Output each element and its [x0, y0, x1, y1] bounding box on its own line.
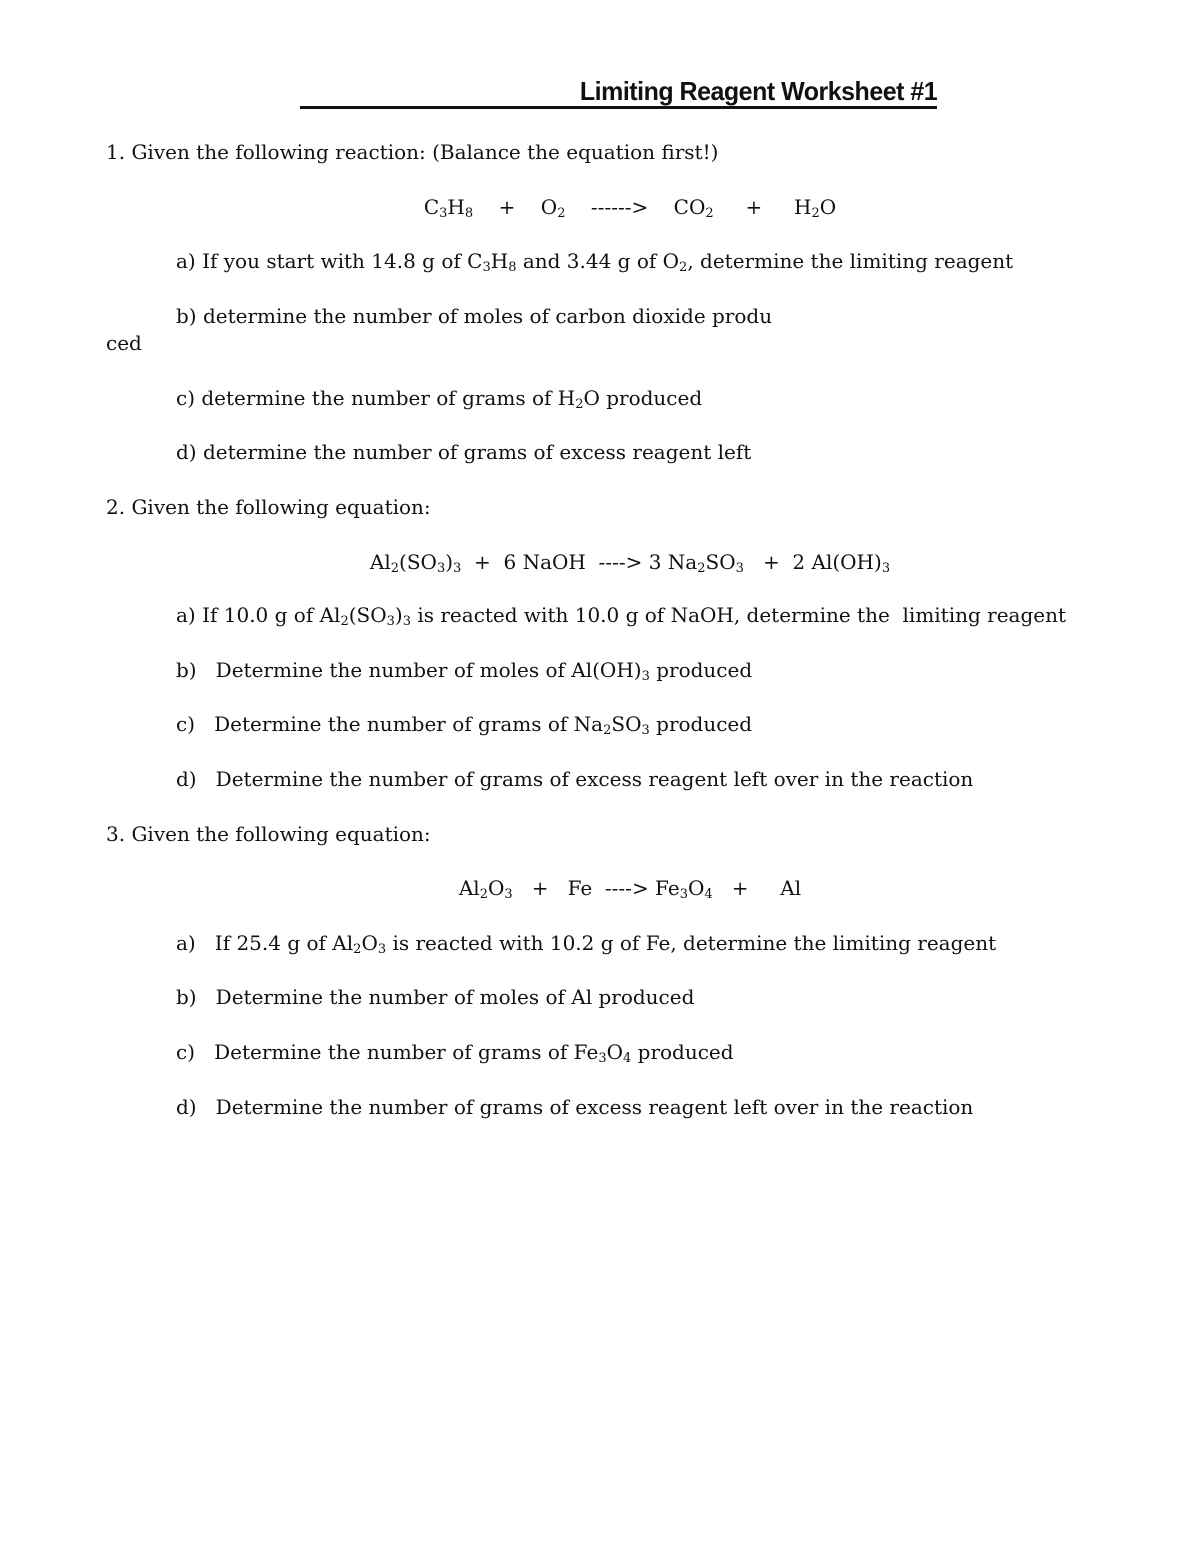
question-1-part-d: d) determine the number of grams of excess reagent left — [176, 440, 752, 464]
question-2-part-b: b) Determine the number of moles of $Al(OH)_3$ produced — [176, 658, 753, 684]
question-3-part-a: a) If 25.4 g of $Al_2O_3$ is reacted with 10.2 g of Fe, determine the limiting reagent — [176, 931, 997, 957]
question-1-part-b: b) determine the number of moles of carbon dioxide produ — [176, 304, 773, 328]
question-2-part-a: a) If 10.0 g of $Al_2(SO_3)_3$ is reacted with 10.0 g of NaOH, determine the limiting reagent — [176, 603, 1067, 629]
question-1-prompt: 1. Given the following reaction: (Balance the equation first!) — [106, 140, 719, 164]
question-3-part-c: c) Determine the number of grams of $Fe_3O_4$ produced — [176, 1040, 734, 1066]
question-2-part-c: c) Determine the number of grams of $Na_2SO_3$ produced — [176, 712, 753, 738]
question-3-part-d: d) Determine the number of grams of excess reagent left over in the reaction — [176, 1095, 974, 1119]
question-3-prompt: 3. Given the following equation: — [106, 822, 431, 846]
question-2-part-d: d) Determine the number of grams of excess reagent left over in the reaction — [176, 767, 974, 791]
question-2-equation: $Al_2(SO_3)_3 + 6$ NaOH ----> 3 $Na_2SO_3 + 2$ $Al(OH)_3$ — [369, 550, 891, 576]
question-1-part-c: c) determine the number of grams of $H_2O$ produced — [176, 386, 703, 412]
question-1-part-b-wrap: ced — [106, 331, 142, 355]
question-2-prompt: 2. Given the following equation: — [106, 495, 431, 519]
question-3-equation: $Al_2O_3 + Fe$ ----> $Fe_3O_4$ + Al — [458, 876, 802, 902]
page-title: Limiting Reagent Worksheet #1 — [579, 76, 937, 106]
question-3-part-b: b) Determine the number of moles of Al produced — [176, 985, 695, 1009]
title-underline — [300, 76, 937, 109]
question-1-equation: $C_3H_8$ + $O_2$ ------> $CO_2$ + $H_2O$ — [423, 195, 837, 221]
question-1-part-a: a) If you start with 14.8 g of $C_3H_8$ and 3.44 g of $O_2$, determine the limiting reagent — [176, 249, 1014, 275]
